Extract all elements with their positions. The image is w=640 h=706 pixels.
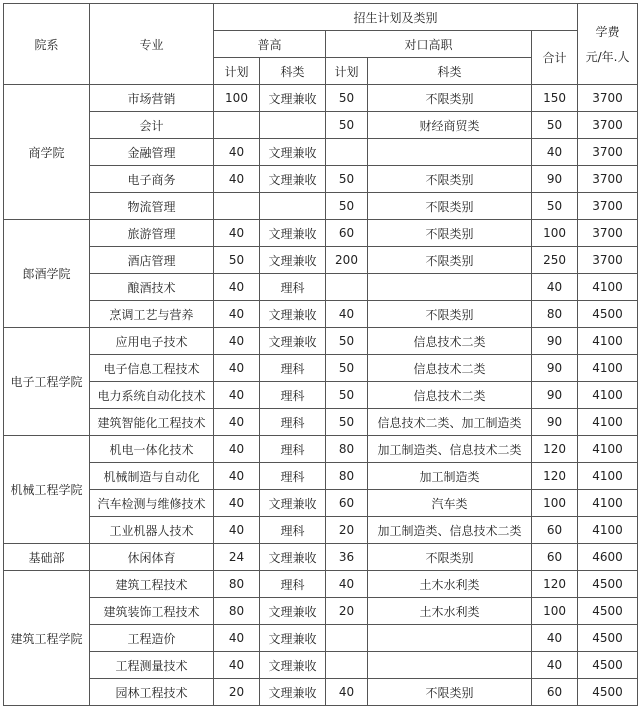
putong-category-cell: 理科 xyxy=(260,436,326,463)
duikou-category-cell: 不限类别 xyxy=(368,544,532,571)
duikou-category-cell xyxy=(368,652,532,679)
putong-plan-cell: 40 xyxy=(214,220,260,247)
fee-cell: 3700 xyxy=(578,85,638,112)
total-cell: 250 xyxy=(532,247,578,274)
putong-plan-cell: 40 xyxy=(214,301,260,328)
header-plan-title: 招生计划及类别 xyxy=(214,4,578,31)
major-cell: 机电一体化技术 xyxy=(90,436,214,463)
putong-category-cell: 理科 xyxy=(260,409,326,436)
putong-plan-cell: 40 xyxy=(214,625,260,652)
duikou-plan-cell: 40 xyxy=(326,571,368,598)
putong-category-cell: 文理兼收 xyxy=(260,139,326,166)
putong-plan-cell: 40 xyxy=(214,328,260,355)
major-cell: 应用电子技术 xyxy=(90,328,214,355)
header-duikou: 对口高职 xyxy=(326,31,532,58)
total-cell: 120 xyxy=(532,571,578,598)
duikou-plan-cell: 60 xyxy=(326,220,368,247)
duikou-plan-cell: 80 xyxy=(326,463,368,490)
major-cell: 电子商务 xyxy=(90,166,214,193)
putong-category-cell: 文理兼收 xyxy=(260,544,326,571)
putong-category-cell xyxy=(260,193,326,220)
header-fee xyxy=(578,4,638,85)
header-fee-line2: 元/年.人 xyxy=(585,50,630,64)
table-row xyxy=(4,193,638,220)
total-cell: 40 xyxy=(532,652,578,679)
putong-category-cell: 理科 xyxy=(260,463,326,490)
major-cell: 建筑智能化工程技术 xyxy=(90,409,214,436)
putong-category-cell: 文理兼收 xyxy=(260,625,326,652)
duikou-plan-cell: 50 xyxy=(326,193,368,220)
duikou-category-cell xyxy=(368,274,532,301)
major-cell: 机械制造与自动化 xyxy=(90,463,214,490)
duikou-category-cell: 不限类别 xyxy=(368,85,532,112)
major-cell: 汽车检测与维修技术 xyxy=(90,490,214,517)
putong-category-cell: 文理兼收 xyxy=(260,679,326,706)
duikou-plan-cell: 40 xyxy=(326,679,368,706)
duikou-plan-cell: 50 xyxy=(326,409,368,436)
major-cell: 市场营销 xyxy=(90,85,214,112)
table-row xyxy=(4,598,638,625)
putong-category-cell xyxy=(260,112,326,139)
putong-plan-cell: 40 xyxy=(214,652,260,679)
total-cell: 80 xyxy=(532,301,578,328)
total-cell: 100 xyxy=(532,490,578,517)
putong-plan-cell: 40 xyxy=(214,436,260,463)
total-cell: 120 xyxy=(532,463,578,490)
putong-plan-cell: 40 xyxy=(214,490,260,517)
putong-plan-cell: 40 xyxy=(214,139,260,166)
table-row xyxy=(4,544,638,571)
duikou-category-cell: 加工制造类、信息技术二类 xyxy=(368,436,532,463)
duikou-plan-cell xyxy=(326,274,368,301)
putong-category-cell: 文理兼收 xyxy=(260,301,326,328)
putong-plan-cell: 20 xyxy=(214,679,260,706)
fee-cell: 4100 xyxy=(578,463,638,490)
fee-cell: 3700 xyxy=(578,220,638,247)
duikou-category-cell: 不限类别 xyxy=(368,220,532,247)
major-cell: 物流管理 xyxy=(90,193,214,220)
dept-cell: 机械工程学院 xyxy=(4,436,90,544)
duikou-category-cell: 加工制造类 xyxy=(368,463,532,490)
duikou-category-cell: 信息技术二类 xyxy=(368,355,532,382)
duikou-plan-cell: 200 xyxy=(326,247,368,274)
major-cell: 建筑装饰工程技术 xyxy=(90,598,214,625)
duikou-plan-cell: 50 xyxy=(326,112,368,139)
putong-category-cell: 文理兼收 xyxy=(260,328,326,355)
major-cell: 旅游管理 xyxy=(90,220,214,247)
major-cell: 建筑工程技术 xyxy=(90,571,214,598)
putong-category-cell: 文理兼收 xyxy=(260,166,326,193)
header-putong: 普高 xyxy=(214,31,326,58)
putong-plan-cell: 40 xyxy=(214,274,260,301)
total-cell: 50 xyxy=(532,112,578,139)
fee-cell: 4500 xyxy=(578,679,638,706)
major-cell: 烹调工艺与营养 xyxy=(90,301,214,328)
total-cell: 150 xyxy=(532,85,578,112)
putong-plan-cell xyxy=(214,193,260,220)
duikou-plan-cell xyxy=(326,652,368,679)
duikou-plan-cell xyxy=(326,625,368,652)
putong-category-cell: 理科 xyxy=(260,382,326,409)
fee-cell: 3700 xyxy=(578,247,638,274)
table-row xyxy=(4,625,638,652)
dept-cell: 郎酒学院 xyxy=(4,220,90,328)
total-cell: 90 xyxy=(532,382,578,409)
putong-category-cell: 理科 xyxy=(260,355,326,382)
table-row xyxy=(4,679,638,706)
table-row xyxy=(4,301,638,328)
duikou-category-cell: 财经商贸类 xyxy=(368,112,532,139)
major-cell: 工程测量技术 xyxy=(90,652,214,679)
fee-cell: 4500 xyxy=(578,652,638,679)
dept-cell: 电子工程学院 xyxy=(4,328,90,436)
header-dept: 院系 xyxy=(4,4,90,85)
duikou-category-cell: 不限类别 xyxy=(368,193,532,220)
putong-category-cell: 文理兼收 xyxy=(260,598,326,625)
fee-cell: 4100 xyxy=(578,409,638,436)
major-cell: 休闲体育 xyxy=(90,544,214,571)
fee-cell: 4100 xyxy=(578,382,638,409)
duikou-category-cell: 不限类别 xyxy=(368,166,532,193)
putong-plan-cell: 40 xyxy=(214,382,260,409)
duikou-plan-cell: 50 xyxy=(326,382,368,409)
duikou-category-cell: 信息技术二类 xyxy=(368,382,532,409)
table-row xyxy=(4,220,638,247)
header-major: 专业 xyxy=(90,4,214,85)
duikou-category-cell: 不限类别 xyxy=(368,301,532,328)
fee-cell: 4500 xyxy=(578,598,638,625)
duikou-plan-cell: 20 xyxy=(326,517,368,544)
putong-plan-cell: 40 xyxy=(214,355,260,382)
table-row xyxy=(4,652,638,679)
dept-cell: 商学院 xyxy=(4,85,90,220)
table-row xyxy=(4,490,638,517)
putong-category-cell: 理科 xyxy=(260,517,326,544)
putong-plan-cell: 40 xyxy=(214,166,260,193)
duikou-category-cell: 不限类别 xyxy=(368,247,532,274)
duikou-category-cell: 不限类别 xyxy=(368,679,532,706)
table-row xyxy=(4,409,638,436)
total-cell: 40 xyxy=(532,139,578,166)
header-duikou-category: 科类 xyxy=(368,58,532,85)
putong-plan-cell: 80 xyxy=(214,571,260,598)
total-cell: 100 xyxy=(532,598,578,625)
fee-cell: 4100 xyxy=(578,355,638,382)
putong-plan-cell: 40 xyxy=(214,517,260,544)
duikou-category-cell: 信息技术二类、加工制造类 xyxy=(368,409,532,436)
major-cell: 园林工程技术 xyxy=(90,679,214,706)
duikou-plan-cell: 50 xyxy=(326,166,368,193)
putong-plan-cell: 40 xyxy=(214,409,260,436)
total-cell: 100 xyxy=(532,220,578,247)
duikou-category-cell xyxy=(368,625,532,652)
putong-category-cell: 理科 xyxy=(260,274,326,301)
putong-plan-cell: 24 xyxy=(214,544,260,571)
table-row xyxy=(4,112,638,139)
major-cell: 工业机器人技术 xyxy=(90,517,214,544)
table-row xyxy=(4,355,638,382)
duikou-plan-cell: 50 xyxy=(326,85,368,112)
duikou-plan-cell: 40 xyxy=(326,301,368,328)
table-row xyxy=(4,517,638,544)
putong-category-cell: 理科 xyxy=(260,571,326,598)
fee-cell: 4500 xyxy=(578,625,638,652)
fee-cell: 4500 xyxy=(578,571,638,598)
duikou-plan-cell: 80 xyxy=(326,436,368,463)
major-cell: 酒店管理 xyxy=(90,247,214,274)
table-row xyxy=(4,85,638,112)
header-fee-line1: 学费 xyxy=(595,25,620,39)
major-cell: 酿酒技术 xyxy=(90,274,214,301)
total-cell: 90 xyxy=(532,409,578,436)
major-cell: 电力系统自动化技术 xyxy=(90,382,214,409)
fee-cell: 3700 xyxy=(578,139,638,166)
duikou-category-cell: 土木水利类 xyxy=(368,598,532,625)
putong-category-cell: 文理兼收 xyxy=(260,247,326,274)
putong-plan-cell xyxy=(214,112,260,139)
major-cell: 会计 xyxy=(90,112,214,139)
total-cell: 90 xyxy=(532,328,578,355)
table-row xyxy=(4,139,638,166)
duikou-plan-cell xyxy=(326,139,368,166)
header-duikou-plan: 计划 xyxy=(326,58,368,85)
duikou-category-cell xyxy=(368,139,532,166)
duikou-category-cell: 加工制造类、信息技术二类 xyxy=(368,517,532,544)
fee-cell: 4100 xyxy=(578,436,638,463)
dept-cell: 建筑工程学院 xyxy=(4,571,90,706)
header-total: 合计 xyxy=(532,31,578,85)
duikou-plan-cell: 50 xyxy=(326,355,368,382)
dept-cell: 基础部 xyxy=(4,544,90,571)
duikou-plan-cell: 36 xyxy=(326,544,368,571)
fee-cell: 3700 xyxy=(578,166,638,193)
putong-plan-cell: 50 xyxy=(214,247,260,274)
total-cell: 60 xyxy=(532,517,578,544)
enrollment-plan-table xyxy=(3,3,638,706)
table-row xyxy=(4,463,638,490)
fee-cell: 4500 xyxy=(578,301,638,328)
header-putong-category: 科类 xyxy=(260,58,326,85)
putong-category-cell: 文理兼收 xyxy=(260,85,326,112)
major-cell: 电子信息工程技术 xyxy=(90,355,214,382)
fee-cell: 4100 xyxy=(578,490,638,517)
table-row xyxy=(4,166,638,193)
table-row xyxy=(4,382,638,409)
total-cell: 90 xyxy=(532,166,578,193)
fee-cell: 4100 xyxy=(578,328,638,355)
table-row xyxy=(4,328,638,355)
fee-cell: 3700 xyxy=(578,112,638,139)
total-cell: 40 xyxy=(532,625,578,652)
putong-category-cell: 文理兼收 xyxy=(260,220,326,247)
duikou-category-cell: 土木水利类 xyxy=(368,571,532,598)
putong-plan-cell: 80 xyxy=(214,598,260,625)
duikou-plan-cell: 50 xyxy=(326,328,368,355)
duikou-category-cell: 信息技术二类 xyxy=(368,328,532,355)
major-cell: 金融管理 xyxy=(90,139,214,166)
table-row xyxy=(4,436,638,463)
total-cell: 60 xyxy=(532,544,578,571)
putong-category-cell: 文理兼收 xyxy=(260,490,326,517)
table-row xyxy=(4,274,638,301)
fee-cell: 4100 xyxy=(578,517,638,544)
putong-plan-cell: 100 xyxy=(214,85,260,112)
fee-cell: 4100 xyxy=(578,274,638,301)
fee-cell: 4600 xyxy=(578,544,638,571)
header-putong-plan: 计划 xyxy=(214,58,260,85)
fee-cell: 3700 xyxy=(578,193,638,220)
duikou-plan-cell: 20 xyxy=(326,598,368,625)
putong-plan-cell: 40 xyxy=(214,463,260,490)
total-cell: 120 xyxy=(532,436,578,463)
table-row xyxy=(4,571,638,598)
total-cell: 40 xyxy=(532,274,578,301)
total-cell: 90 xyxy=(532,355,578,382)
total-cell: 60 xyxy=(532,679,578,706)
duikou-category-cell: 汽车类 xyxy=(368,490,532,517)
table-row xyxy=(4,247,638,274)
putong-category-cell: 文理兼收 xyxy=(260,652,326,679)
duikou-plan-cell: 60 xyxy=(326,490,368,517)
total-cell: 50 xyxy=(532,193,578,220)
major-cell: 工程造价 xyxy=(90,625,214,652)
